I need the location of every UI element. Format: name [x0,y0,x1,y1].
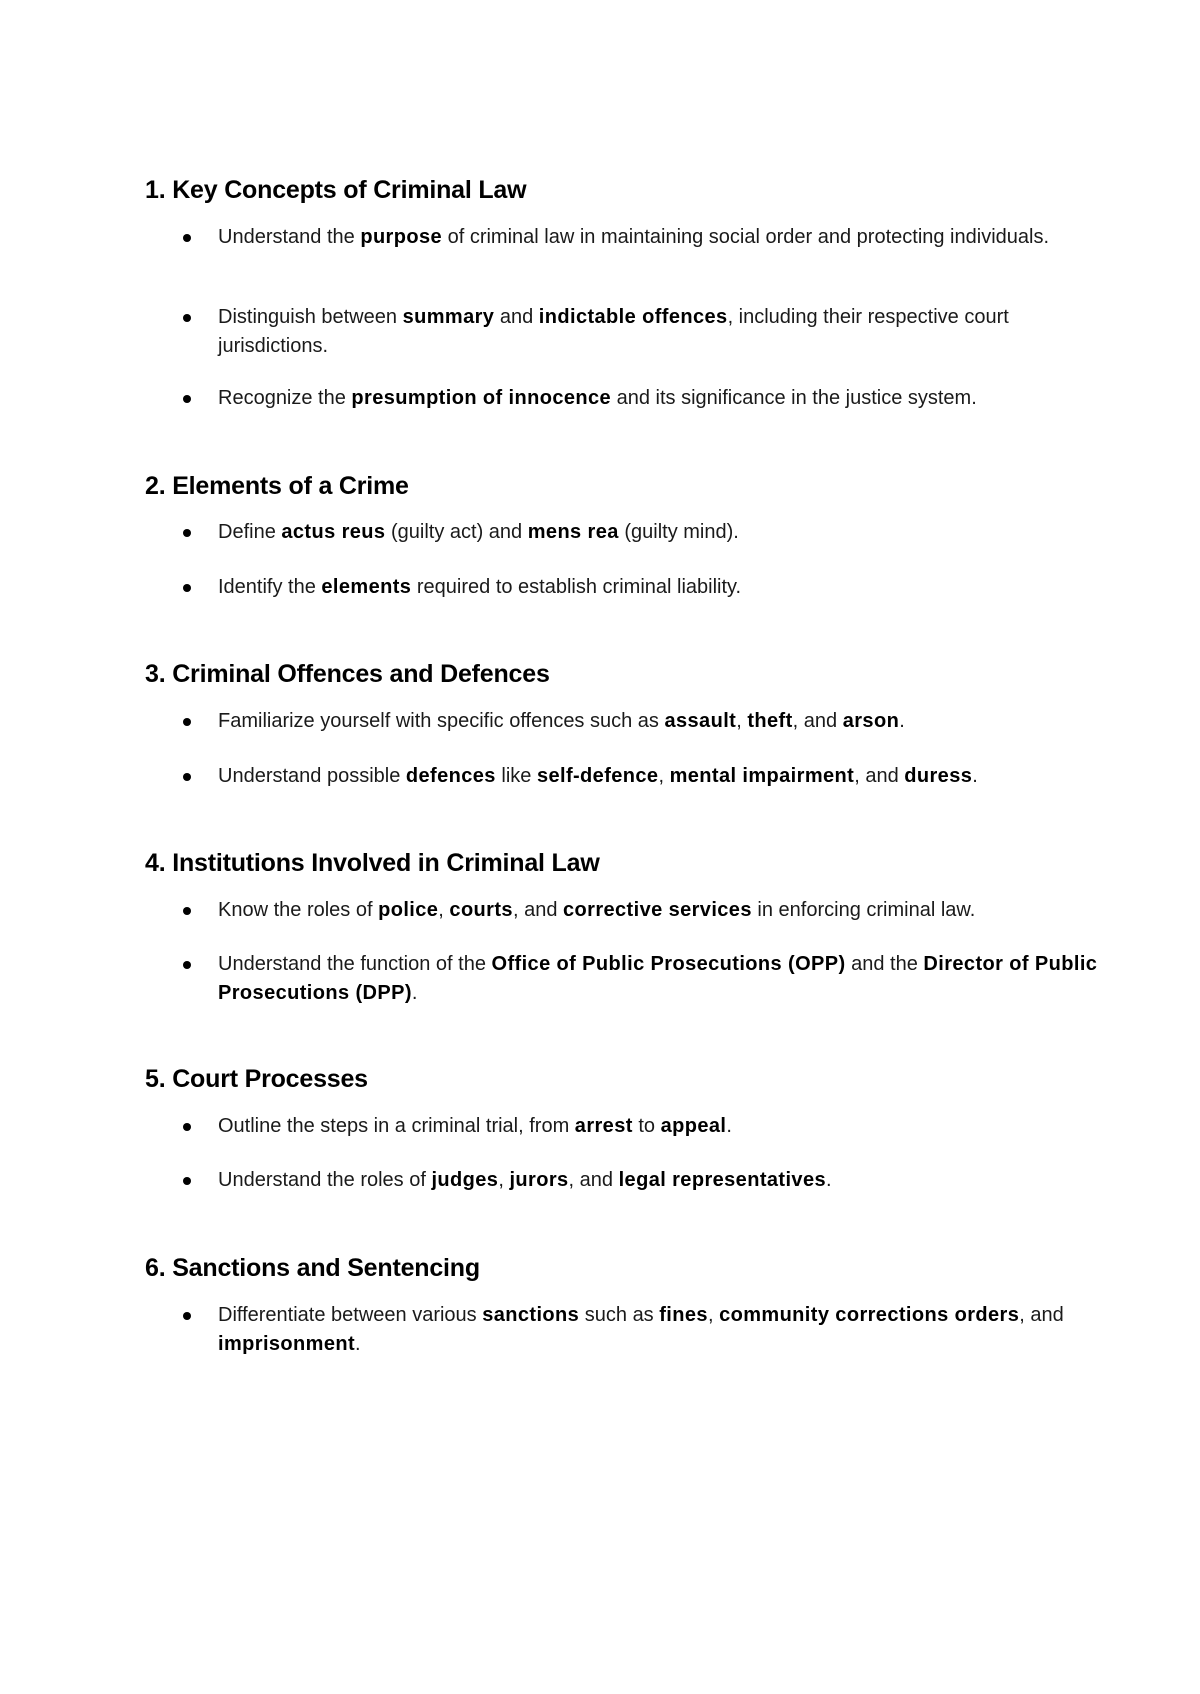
text-run: , [498,1169,510,1191]
bullet-icon [183,529,191,537]
text-run: (guilty act) and [385,521,528,543]
section-offences-defences [145,658,1105,787]
text-run: , [438,899,450,921]
text-run: such as [579,1304,660,1326]
bullet-icon [183,584,191,592]
list-item-text [218,1169,832,1191]
bullet-icon [183,907,191,915]
bullet-icon [183,718,191,726]
bold-term: presumption of innocence [351,387,612,409]
bold-term: duress [904,765,973,787]
text-run: like [495,765,537,787]
text-run: , and [792,710,843,732]
section-heading: 6. Sanctions and Sentencing [145,1254,480,1282]
bold-term: mental impairment [669,765,855,787]
text-run: Recognize the [218,387,352,409]
bullet-icon [183,1123,191,1131]
list-item-text [218,387,977,409]
text-run: , and [512,899,563,921]
text-run: , [707,1304,720,1326]
section-court-processes [145,1063,1105,1191]
text-run: , [658,765,670,787]
text-run: Familiarize yourself with specific offences such as [218,710,665,732]
bold-term: assault [664,710,737,732]
text-run: Identify the [218,576,322,598]
bullet-icon [183,234,191,242]
list-item [145,303,1118,361]
text-run: Know the roles of [218,899,379,921]
bold-term: mens rea [527,521,619,543]
bold-term: indictable offences [538,306,728,328]
text-run: and the [845,953,924,975]
bold-term: sanctions [482,1304,580,1326]
bold-term: appeal [660,1115,727,1137]
text-run: in enforcing criminal law. [751,899,976,921]
list-item-text [218,899,975,921]
bold-term: arrest [574,1115,633,1137]
bold-term: judges [431,1169,499,1191]
text-run: required to establish criminal liability. [411,576,742,598]
list-item [145,223,1118,252]
section-heading: 5. Court Processes [145,1065,368,1093]
bold-term: imprisonment [218,1333,356,1355]
bullet-icon [183,773,191,781]
list-item-text [218,765,978,787]
bold-term: legal representatives [618,1169,826,1191]
text-run: , and [1019,1304,1064,1326]
text-run: Understand possible [218,765,406,787]
list-item-text [218,306,1009,357]
list-item [145,573,1118,602]
list-item [145,518,1118,547]
text-run: . [355,1333,361,1355]
bold-term: elements [321,576,412,598]
text-run: . [826,1169,832,1191]
text-run: (guilty mind). [618,521,739,543]
section-institutions [145,847,1105,1004]
list-item-text [218,1304,1064,1355]
text-run: Understand the function of the [218,953,492,975]
text-run: to [632,1115,661,1137]
section-sanctions-sentencing [145,1252,1105,1355]
list-item [145,1112,1118,1141]
bold-term: fines [659,1304,708,1326]
bold-term: police [378,899,439,921]
text-run: , and [568,1169,619,1191]
bullet-icon [183,395,191,403]
section-heading: 2. Elements of a Crime [145,472,409,500]
section-heading: 4. Institutions Involved in Criminal Law [145,849,600,877]
bold-term: Director of Public Prosecutions (DPP) [218,953,1098,1004]
list-item-text [218,1115,732,1137]
list-item-text [218,576,741,598]
text-run: Differentiate between various [218,1304,483,1326]
list-item [145,1301,1118,1359]
bold-term: actus reus [281,521,386,543]
list-item [145,762,1118,791]
text-run: , and [854,765,905,787]
bold-term: summary [402,306,495,328]
bold-term: jurors [509,1169,569,1191]
bold-term: corrective services [563,899,752,921]
list-item-text [218,521,739,543]
list-item-text [218,953,1097,1004]
bold-term: purpose [360,226,443,248]
text-run: and its significance in the justice system. [611,387,977,409]
section-heading: 1. Key Concepts of Criminal Law [145,176,527,204]
text-run: and [494,306,539,328]
bold-term: Office of Public Prosecutions (OPP) [491,953,846,975]
list-item [145,896,1118,925]
list-item [145,950,1118,1008]
bold-term: theft [747,710,793,732]
text-run: Define [218,521,282,543]
bold-term: arson [842,710,900,732]
bullet-icon [183,1312,191,1320]
bullet-icon [183,961,191,969]
text-run: . [899,710,905,732]
bold-term: defences [405,765,496,787]
list-item [145,1166,1118,1195]
text-run: Understand the [218,226,361,248]
list-item [145,707,1118,736]
text-run: , [736,710,748,732]
bold-term: self-defence [536,765,659,787]
list-item-text [218,710,905,732]
text-run: of criminal law in maintaining social order and protecting individuals. [442,226,1050,248]
section-elements-of-crime [145,470,1105,598]
text-run: . [972,765,978,787]
bold-term: courts [449,899,513,921]
bullet-icon [183,314,191,322]
list-item-text [218,226,1049,248]
text-run: , including their respective court jurisdictions. [218,306,1009,357]
text-run: . [411,982,418,1004]
text-run: Outline the steps in a criminal trial, from [218,1115,575,1137]
bullet-icon [183,1177,191,1185]
section-heading: 3. Criminal Offences and Defences [145,660,550,688]
list-item [145,384,1118,413]
bold-term: community corrections orders [719,1304,1020,1326]
text-run: . [726,1115,732,1137]
text-run: Distinguish between [218,306,403,328]
text-run: Understand the roles of [218,1169,432,1191]
section-key-concepts [145,174,1105,409]
